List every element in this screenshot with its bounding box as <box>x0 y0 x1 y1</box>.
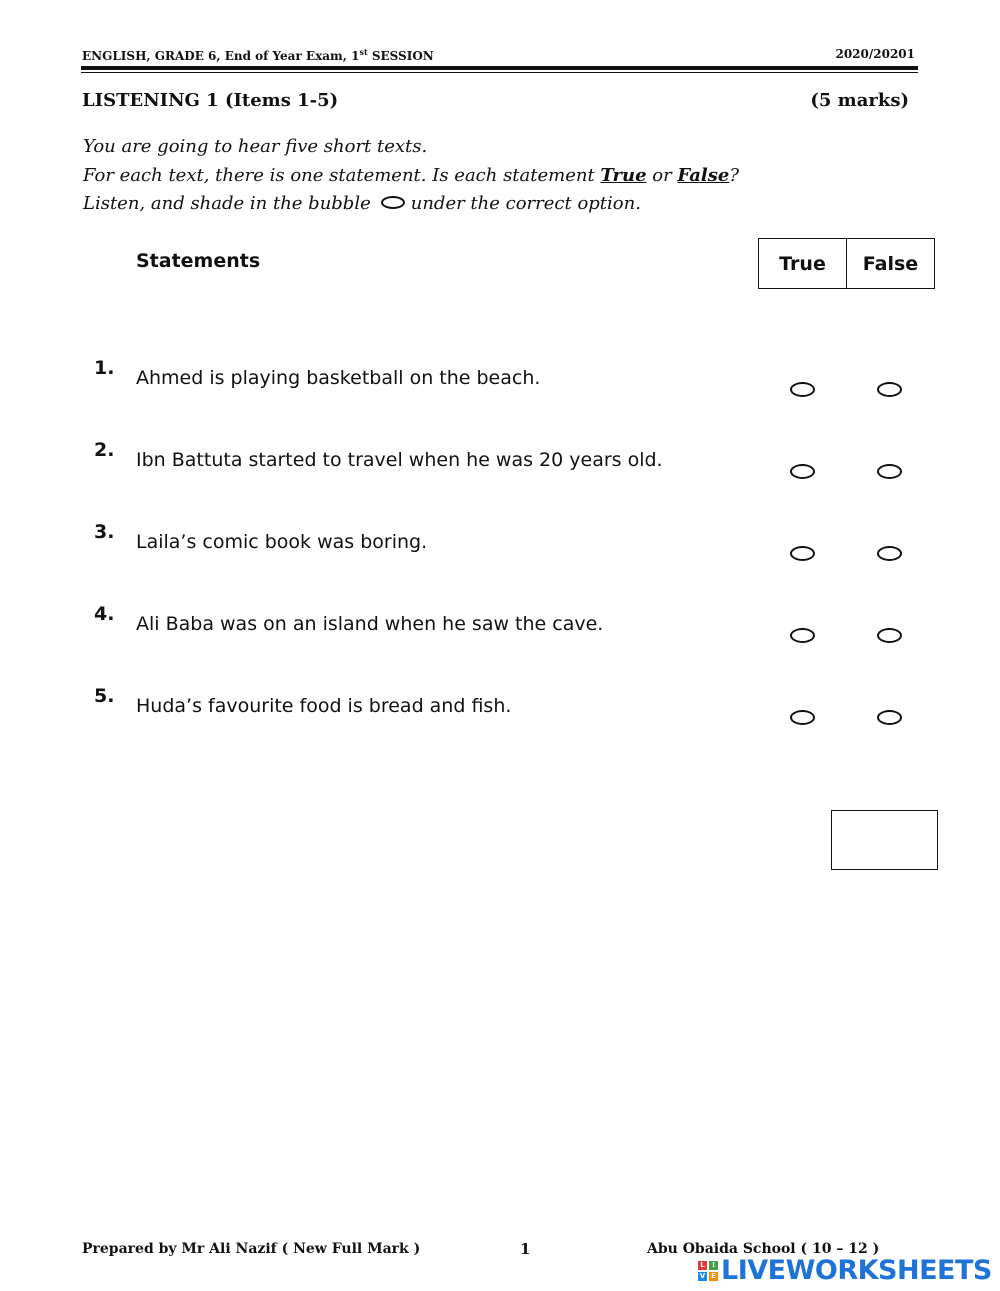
logo-square: V <box>699 1272 706 1280</box>
exam-year: 2020/20201 <box>835 47 915 61</box>
answer-bubble-false[interactable] <box>877 382 902 397</box>
answer-bubble-true[interactable] <box>790 710 815 725</box>
answer-bubble-false[interactable] <box>877 628 902 643</box>
answer-bubble-true[interactable] <box>790 546 815 561</box>
instruction-line-1: You are going to hear five short texts. <box>83 136 428 157</box>
question-text: Huda’s favourite food is bread and fish. <box>136 695 512 717</box>
question-number: 3. <box>94 521 115 543</box>
true-false-header <box>758 238 935 289</box>
instruction-line-2: For each text, there is one statement. Is each statement True or False? <box>83 165 739 186</box>
footer-prepared-by: Prepared by Mr Ali Nazif ( New Full Mark ) <box>82 1241 421 1257</box>
question-text: Ali Baba was on an island when he saw the cave. <box>136 613 604 635</box>
score-box <box>831 810 938 870</box>
answer-bubble-true[interactable] <box>790 628 815 643</box>
question-number: 1. <box>94 357 115 379</box>
footer-school: Abu Obaida School ( 10 – 12 ) <box>647 1241 880 1257</box>
liveworksheets-logo-text: LIVEWORKSHEETS <box>721 1255 992 1286</box>
header-divider-thin <box>81 72 918 73</box>
bubble-example-icon <box>381 196 405 209</box>
question-text: Ibn Battuta started to travel when he was 20 years old. <box>136 449 663 471</box>
question-text: Ahmed is playing basketball on the beach. <box>136 367 541 389</box>
logo-square: E <box>709 1272 718 1281</box>
instruction-line-3: Listen, and shade in the bubble under the correct option. <box>83 193 641 214</box>
answer-bubble-true[interactable] <box>790 382 815 397</box>
answer-bubble-false[interactable] <box>877 546 902 561</box>
option-false-label: False <box>677 165 730 186</box>
statements-header: Statements <box>136 250 261 272</box>
section-marks: (5 marks) <box>810 90 909 111</box>
liveworksheets-logo <box>698 1255 992 1286</box>
logo-square: I <box>709 1261 718 1270</box>
option-true-label: True <box>600 165 647 186</box>
section-title: LISTENING 1 (Items 1-5) <box>82 90 339 111</box>
header-divider <box>81 66 918 70</box>
logo-square: L <box>698 1261 707 1270</box>
exam-header-title: ENGLISH, GRADE 6, End of Year Exam, 1st SESSION <box>82 47 434 63</box>
liveworksheets-logo-icon <box>698 1261 718 1281</box>
answer-bubble-false[interactable] <box>877 710 902 725</box>
true-column-header: True <box>759 239 847 288</box>
answer-bubble-false[interactable] <box>877 464 902 479</box>
footer-page-number: 1 <box>520 1240 531 1258</box>
question-number: 5. <box>94 685 115 707</box>
answer-bubble-true[interactable] <box>790 464 815 479</box>
question-text: Laila’s comic book was boring. <box>136 531 428 553</box>
question-number: 2. <box>94 439 115 461</box>
question-number: 4. <box>94 603 115 625</box>
false-column-header: False <box>862 252 919 275</box>
